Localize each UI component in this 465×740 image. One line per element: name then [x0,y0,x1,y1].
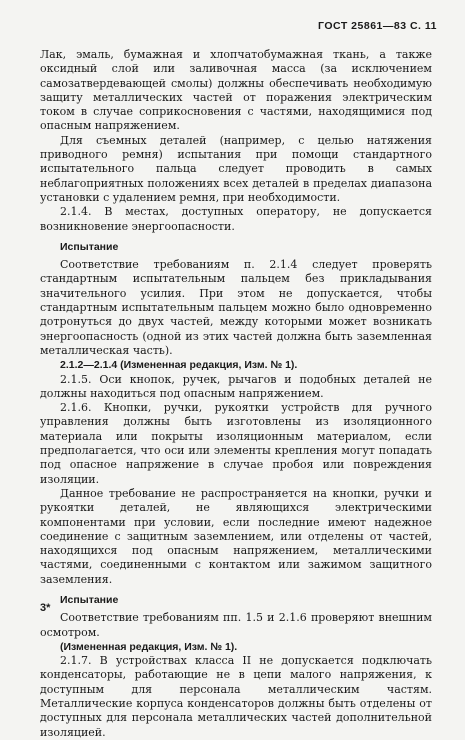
paragraph-2-1-7: 2.1.7. В устройствах класса II не допускается подключать конденсаторы, работающие не в цепи малого напряжения, к доступным для персонала металлическим частям. Металлические корпуса конденсаторов должны быть отделены от доступных для персонала металлических частей дополнительной изоляцией. [40,654,432,739]
paragraph-2-1-6: 2.1.6. Кнопки, ручки, рукоятки устройств для ручного управления должны быть изготовлены из изоляционного материала или покрыты изоляционным материалом, если предполагается, что оси или элементы крепления могут попадать под опасное напряжение в случае пробоя или повреждения изоляции. [40,401,432,486]
paragraph-amendment-2: (Измененная редакция, Изм. № 1). [60,640,238,653]
page-header: ГОСТ 25861—83 С. 11 [318,20,437,32]
footer-mark: 3* [40,602,51,614]
paragraph-visual-check: Соответствие требованиям пп. 1.5 и 2.1.6 проверяют внешним осмотром. [40,611,432,639]
paragraph-2-1-4: 2.1.4. В местах, доступных оператору, не допускается возникновение энергоопасности. [40,205,432,233]
document-body [40,48,432,740]
paragraph-test-finger: Соответствие требованиям п. 2.1.4 следует проверять стандартным испытательным пальцем без прикладывания значительного усилия. При этом не допускается, чтобы стандартным испытательным пальцем можно было одновременно дотронуться до двух частей, между которыми может возникать энергоопасность (одной из этих частей должна быть заземленная металлическая часть). [40,258,432,357]
paragraph-2-1-5: 2.1.5. Оси кнопок, ручек, рычагов и подобных деталей не должны находиться под опасным напряжением. [40,372,432,400]
paragraph-insulation: Лак, эмаль, бумажная и хлопчатобумажная ткань, а также оксидный слой или заливочная масса (за исключением самозатвердевающей смолы) должны обеспечивать необходимую защиту металлических частей от поражения электрическим током в случае соприкосновения с частями, находящимися под опасным напряжением. [40,48,432,133]
paragraph-amendment-1: 2.1.2—2.1.4 (Измененная редакция, Изм. № 1). [60,359,298,372]
paragraph-removable-parts: Для съемных деталей (например, с целью натяжения приводного ремня) испытания при помощи стандартного испытательного пальца следует проводить в самых неблагоприятных положениях всех деталей в пределах диапазона установки с удалением ремня, при необходимости. [40,133,432,204]
heading-test-2: Испытание [60,593,119,606]
heading-test-1: Испытание [60,240,119,253]
paragraph-exception: Данное требование не распространяется на кнопки, ручки и рукоятки деталей, не являющихся электрическими компонентами при условии, если последние имеют надежное соединение с защитным заземлением, или отделены от частей, находящихся под опасным напряжением, металлическими частями, соединенными с контактом или зажимом защитного заземления. [40,486,432,586]
